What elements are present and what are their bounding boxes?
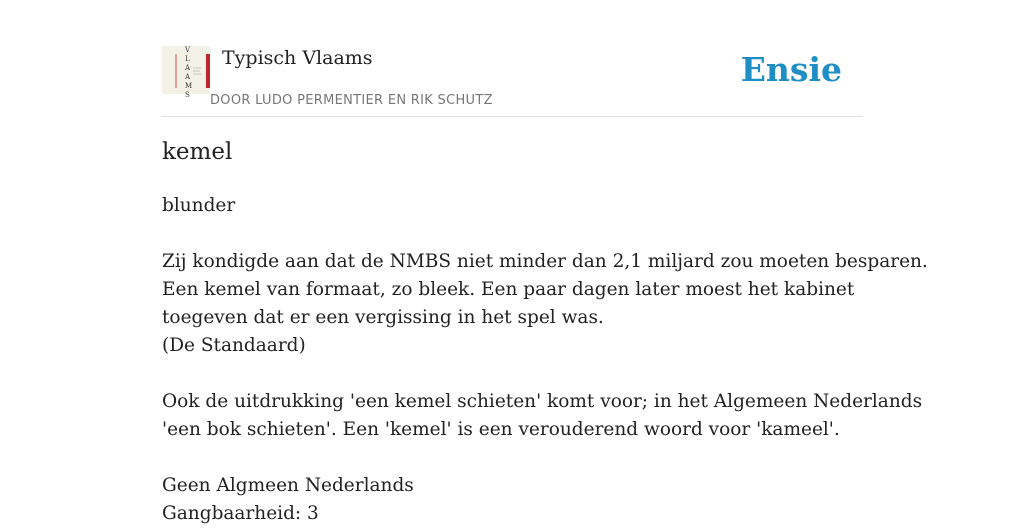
paragraph-spacer [162,360,862,388]
entry-body [162,192,928,528]
book-authors: DOOR LUDO PERMENTIER EN RIK SCHUTZ [210,93,493,108]
example-quote-line: Een kemel van formaat, zo bleek. Een paar dagen later moest het kabinet [162,279,855,300]
logo-letter: M [185,82,193,90]
example-quote-line: toegeven dat er een vergissing in het spel was. [162,307,604,328]
explanation-line: 'een bok schieten'. Een 'kemel' is een verouderend woord voor 'kameel'. [162,419,840,440]
paragraph-spacer [162,220,862,248]
paragraph-spacer [162,444,862,472]
entry-title: kemel [162,139,233,165]
header [162,46,862,117]
example-quote-line: Zij kondigde aan dat de NMBS niet minder dan 2,1 miljard zou moeten besparen. [162,251,928,272]
ensie-logo-link[interactable]: Ensie [740,50,842,89]
quote-source: (De Standaard) [162,335,306,356]
book-cover-image [162,46,210,99]
entry-definition: blunder [162,195,236,216]
explanation-line: Ook de uitdrukking 'een kemel schieten' komt voor; in het Algemeen Nederlands [162,391,923,412]
logo-letter: V [185,46,191,54]
logo-letter: A [185,73,191,81]
logo-letter: S [185,91,190,99]
logo-letter: L [185,55,190,63]
usage-note: Geen Algmeen Nederlands [162,475,414,496]
logo-letter: A [185,64,191,72]
usage-frequency: Gangbaarheid: 3 [162,503,319,524]
book-cover-logo[interactable] [162,46,210,99]
book-title[interactable]: Typisch Vlaams [222,47,373,69]
